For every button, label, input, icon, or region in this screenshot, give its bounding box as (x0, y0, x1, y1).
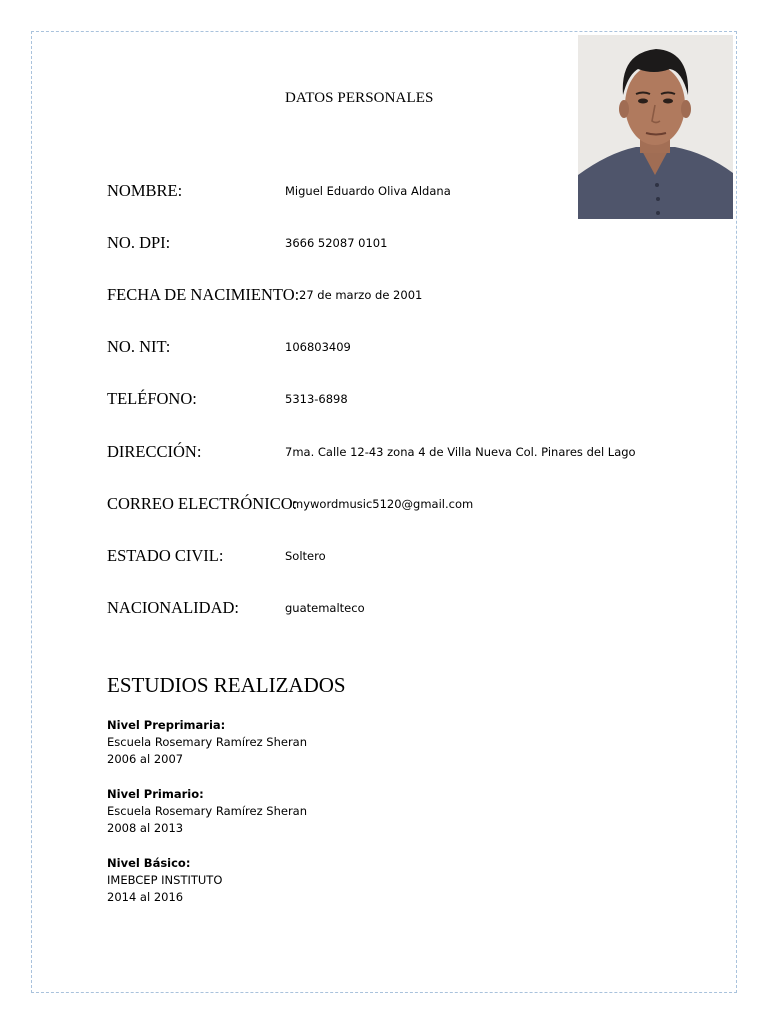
study-school: IMEBCEP INSTITUTO (107, 873, 223, 887)
study-years: 2006 al 2007 (107, 752, 184, 766)
study-school: Escuela Rosemary Ramírez Sheran (107, 735, 308, 749)
study-entry (107, 717, 307, 768)
study-school: Escuela Rosemary Ramírez Sheran (107, 804, 308, 818)
study-years: 2014 al 2016 (107, 890, 184, 904)
field-value: mywordmusic5120@gmail.com (292, 497, 474, 511)
field-label: CORREO ELECTRÓNICO: (107, 494, 298, 513)
field-value: Miguel Eduardo Oliva Aldana (285, 184, 451, 198)
field-value: 7ma. Calle 12-43 zona 4 de Villa Nueva Col. Pinares del Lago (285, 445, 636, 459)
field-label: NO. NIT: (107, 337, 171, 356)
field-value: Soltero (285, 549, 326, 563)
field-value: 106803409 (285, 340, 351, 354)
field-label: TELÉFONO: (107, 389, 197, 408)
field-value: 5313-6898 (285, 392, 348, 406)
field-label: ESTADO CIVIL: (107, 546, 224, 565)
studies-title: ESTUDIOS REALIZADOS (107, 673, 346, 697)
field-label: FECHA DE NACIMIENTO: (107, 285, 300, 304)
field-label: NOMBRE: (107, 181, 183, 200)
study-years: 2008 al 2013 (107, 821, 184, 835)
profile-photo (578, 35, 733, 219)
study-level: Nivel Básico: (107, 856, 191, 870)
field-value: 3666 52087 0101 (285, 236, 388, 250)
page-heading: DATOS PERSONALES (285, 90, 434, 106)
study-entry (107, 855, 222, 906)
study-level: Nivel Preprimaria: (107, 718, 226, 732)
field-value: guatemalteco (285, 601, 365, 615)
field-value: 27 de marzo de 2001 (299, 288, 423, 302)
study-entry (107, 786, 307, 837)
study-level: Nivel Primario: (107, 787, 204, 801)
field-label: DIRECCIÓN: (107, 442, 202, 461)
field-label: NACIONALIDAD: (107, 598, 239, 617)
field-label: NO. DPI: (107, 233, 171, 252)
